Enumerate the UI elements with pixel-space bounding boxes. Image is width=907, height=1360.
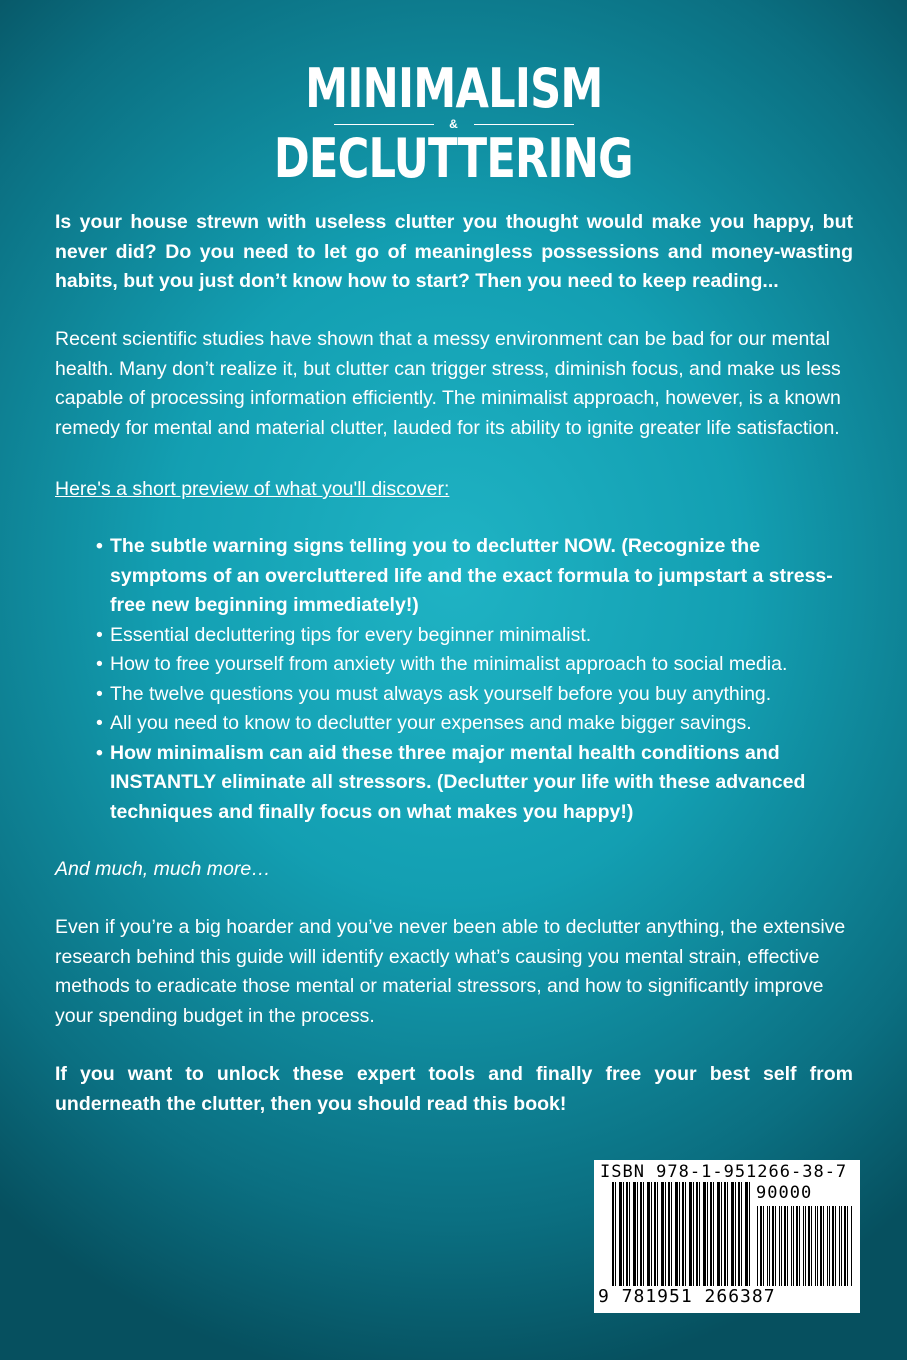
book-title	[0, 57, 907, 190]
and-more-text: And much, much more…	[55, 858, 271, 880]
title-ampersand: &	[449, 117, 458, 131]
preview-heading: Here's a short preview of what you'll discover:	[55, 478, 450, 500]
bullet-item: • The subtle warning signs telling you to declutter NOW. (Recognize the symptoms of an overcluttered life and the exact formula to jumpstart a stress-free new beginning immediately!)	[96, 532, 836, 621]
isbn-barcode	[594, 1160, 860, 1313]
barcode-digits: 9 781951 266387	[598, 1286, 776, 1307]
barcode-addon-bars	[757, 1206, 852, 1286]
bullet-item: • Essential decluttering tips for every beginner minimalist.	[96, 621, 836, 651]
barcode-price-code: 90000	[756, 1183, 813, 1203]
title-line-1: MINIMALISM	[304, 57, 603, 120]
bullet-item: • The twelve questions you must always ask yourself before you buy anything.	[96, 680, 836, 710]
paragraph-studies: Recent scientific studies have shown that a messy environment can be bad for our mental health. Many don’t realize it, but clutter can trigger stress, diminish focus, and make us less capable of processing information efficiently. The minimalist approach, however, is a known remedy for mental and material clutter, lauded for its ability to ignite greater life satisfaction.	[55, 328, 841, 439]
preview-bullet-list	[96, 532, 836, 827]
closing-paragraph: If you want to unlock these expert tools and finally free your best self from underneath the clutter, then you should read this book!	[55, 1063, 853, 1115]
isbn-label: ISBN 978-1-951266-38-7	[600, 1162, 848, 1182]
paragraph-hoarder: Even if you’re a big hoarder and you’ve never been able to declutter anything, the extensive research behind this guide will identify exactly what’s causing you mental strain, effective methods to eradicate those mental or material stressors, and how to significantly improve your spending budget in the process.	[55, 916, 846, 1027]
intro-paragraph: Is your house strewn with useless clutter you thought would make you happy, but never did? Do you need to let go of meaningless possessions and money-wasting habits, but you just don’t know how to start? Then you need to keep reading...	[55, 211, 853, 292]
bullet-item: • How to free yourself from anxiety with the minimalist approach to social media.	[96, 650, 836, 680]
barcode-bars	[612, 1182, 752, 1286]
title-line-2: DECLUTTERING	[274, 127, 633, 190]
bullet-item: • How minimalism can aid these three major mental health conditions and INSTANTLY eliminate all stressors. (Declutter your life with these advanced techniques and finally focus on what makes you happy!)	[96, 739, 836, 828]
title-rule-right	[474, 124, 574, 125]
bullet-item: • All you need to know to declutter your expenses and make bigger savings.	[96, 709, 836, 739]
